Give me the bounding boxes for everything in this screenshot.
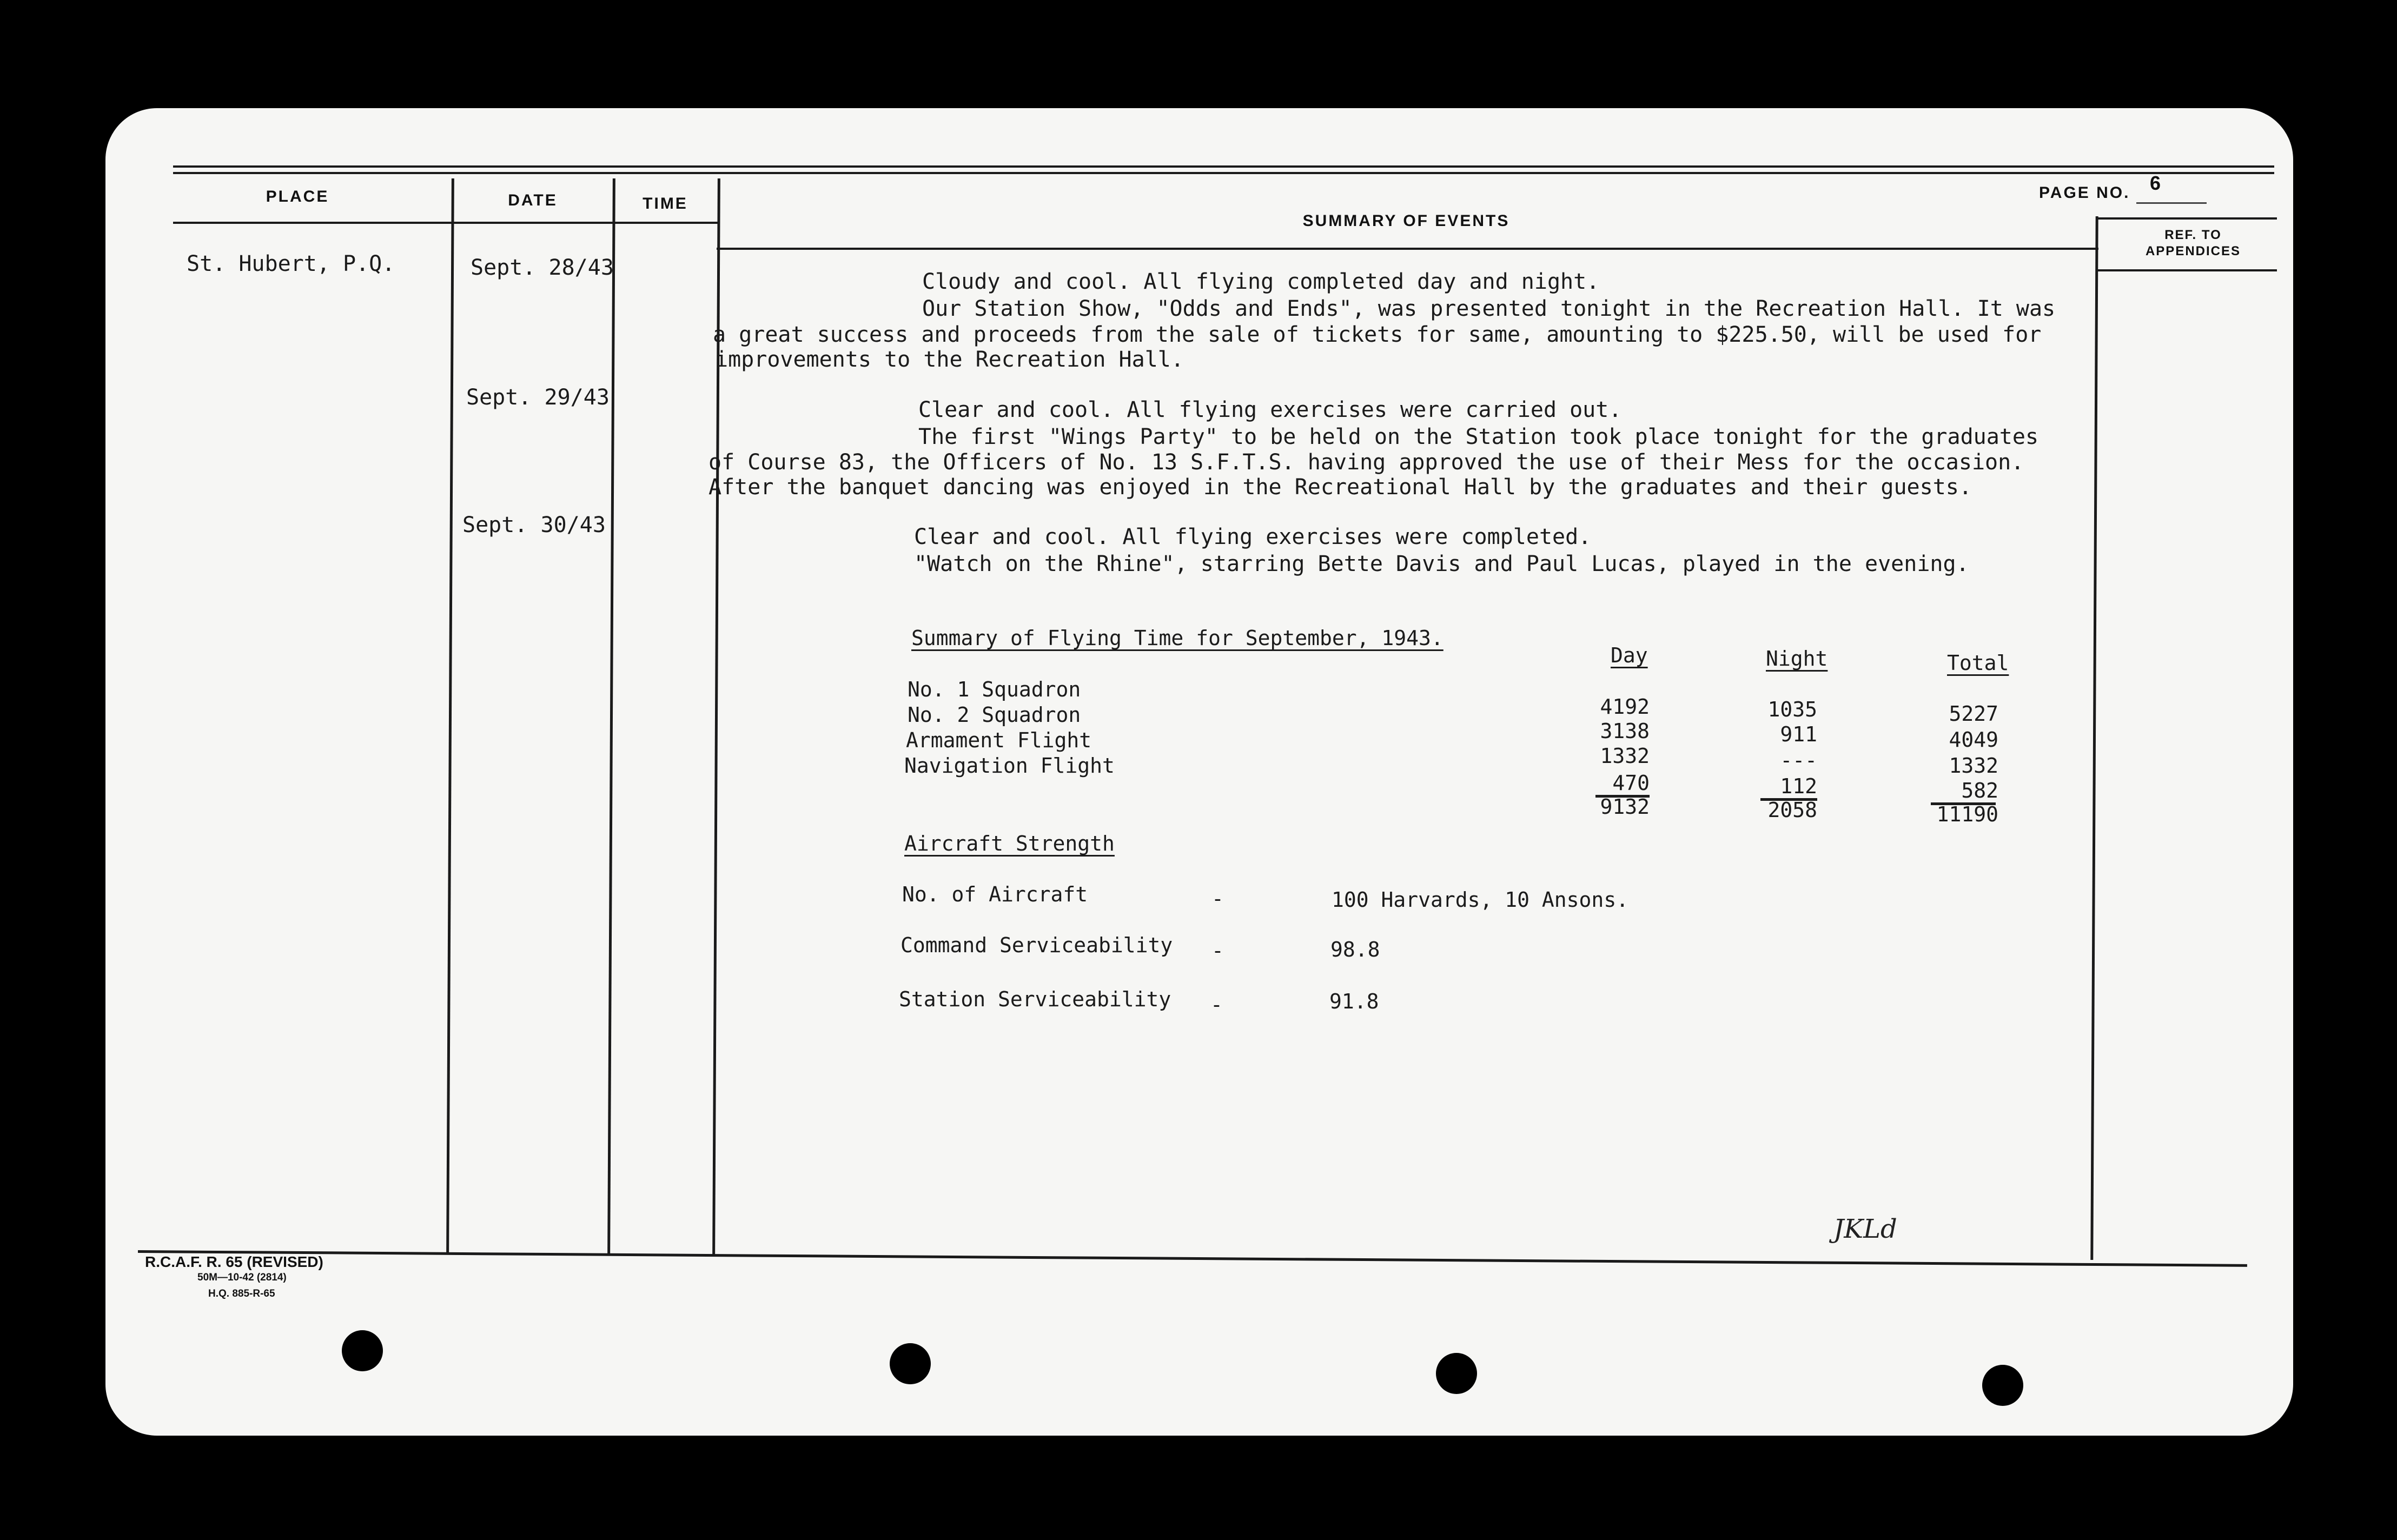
aircraft-count-value: 100 Harvards, 10 Ansons. (1332, 888, 1629, 912)
entry-28-line-1: Cloudy and cool. All flying completed day and night. (922, 269, 1600, 294)
punch-hole-1 (342, 1330, 383, 1371)
entry-28-line-2: Our Station Show, "Odds and Ends", was presented tonight in the Recreation Hall. It was (922, 296, 2056, 321)
command-serviceability-value: 98.8 (1330, 938, 1380, 961)
col-day-header: Day (1611, 643, 1648, 667)
day-total: 9132 (1600, 795, 1650, 819)
station-serviceability-label: Station Serviceability (899, 987, 1171, 1011)
page-number-line (2136, 202, 2207, 204)
form-id-line-2: 50M—10-42 (2814) (197, 1272, 287, 1283)
command-serviceability-dash: - (1211, 939, 1224, 962)
entry-29-line-3: of Course 83, the Officers of No. 13 S.F.T.S. having approved the use of their Mess for the occasion. (708, 450, 2024, 475)
header-rule-left (173, 222, 719, 224)
command-serviceability-label: Command Serviceability (900, 933, 1173, 957)
entry-29-line-4: After the banquet dancing was enjoyed in the Recreational Hall by the graduates and their guests. (708, 475, 1972, 500)
date-sept-29: Sept. 29/43 (466, 385, 610, 410)
date-sept-30: Sept. 30/43 (462, 513, 606, 537)
entry-29-line-1: Clear and cool. All flying exercises were carried out. (918, 397, 1622, 422)
day-value-3: 1332 (1600, 744, 1650, 768)
station-serviceability-value: 91.8 (1329, 990, 1379, 1013)
total-value-1: 5227 (1949, 702, 1998, 726)
date-header: DATE (508, 191, 558, 209)
ref-line-1: REF. TO (2164, 228, 2222, 242)
day-value-1: 4192 (1600, 695, 1650, 719)
night-value-2: 911 (1780, 722, 1817, 746)
ref-line-2: APPENDICES (2145, 244, 2241, 258)
col-night-header: Night (1766, 647, 1828, 671)
entry-28-line-3: a great success and proceeds from the sale of tickets for same, amounting to $225.50, will be used for (713, 322, 2042, 347)
place-header: PLACE (266, 188, 329, 205)
aircraft-strength-title: Aircraft Strength (904, 832, 1115, 855)
punch-hole-4 (1982, 1365, 2023, 1406)
unit-row-3: Armament Flight (906, 728, 1092, 752)
form-id-line-1: R.C.A.F. R. 65 (REVISED) (145, 1253, 323, 1270)
header-rule-summary (717, 248, 2098, 250)
punch-hole-3 (1436, 1353, 1477, 1394)
entry-30-line-1: Clear and cool. All flying exercises were completed. (914, 525, 1592, 549)
day-value-4: 470 (1612, 771, 1650, 795)
night-value-4: 112 (1780, 774, 1817, 798)
night-value-3: --- (1780, 748, 1817, 772)
signature-initials: JKLd (1833, 1214, 1897, 1244)
header-rule-right (2096, 217, 2277, 220)
summary-header: SUMMARY OF EVENTS (1302, 212, 1510, 230)
station-serviceability-dash: - (1210, 993, 1223, 1017)
header-rule-ref (2096, 269, 2277, 271)
unit-row-2: No. 2 Squadron (908, 703, 1081, 727)
night-value-1: 1035 (1767, 698, 1817, 721)
unit-row-1: No. 1 Squadron (908, 678, 1081, 701)
flying-summary-title: Summary of Flying Time for September, 1943. (911, 626, 1444, 650)
aircraft-count-dash: - (1211, 887, 1224, 911)
entry-28-line-4: improvements to the Recreation Hall. (715, 347, 1184, 372)
night-total: 2058 (1767, 798, 1817, 822)
unit-row-4: Navigation Flight (904, 754, 1115, 778)
ref-appendices-header (2109, 227, 2277, 260)
time-header: TIME (643, 195, 688, 213)
col-total-header: Total (1947, 651, 2009, 675)
aircraft-count-label: No. of Aircraft (902, 882, 1088, 906)
total-value-4: 582 (1961, 779, 1998, 802)
day-value-2: 3138 (1600, 719, 1650, 743)
entry-29-line-2: The first "Wings Party" to be held on the Station took place tonight for the graduates (918, 424, 2039, 449)
grand-total: 11190 (1936, 802, 1998, 826)
entry-30-line-2: "Watch on the Rhine", starring Bette Davis and Paul Lucas, played in the evening. (914, 552, 1969, 576)
place-value: St. Hubert, P.Q. (187, 251, 395, 276)
punch-hole-2 (890, 1343, 931, 1384)
total-value-2: 4049 (1949, 728, 1998, 752)
form-id-line-3: H.Q. 885-R-65 (208, 1288, 275, 1299)
page-no-label: PAGE NO. (2039, 184, 2130, 202)
top-rule-2 (173, 172, 2274, 174)
date-sept-28: Sept. 28/43 (471, 255, 614, 280)
page-number: 6 (2150, 172, 2161, 194)
total-value-3: 1332 (1949, 754, 1998, 778)
top-rule (173, 165, 2274, 168)
